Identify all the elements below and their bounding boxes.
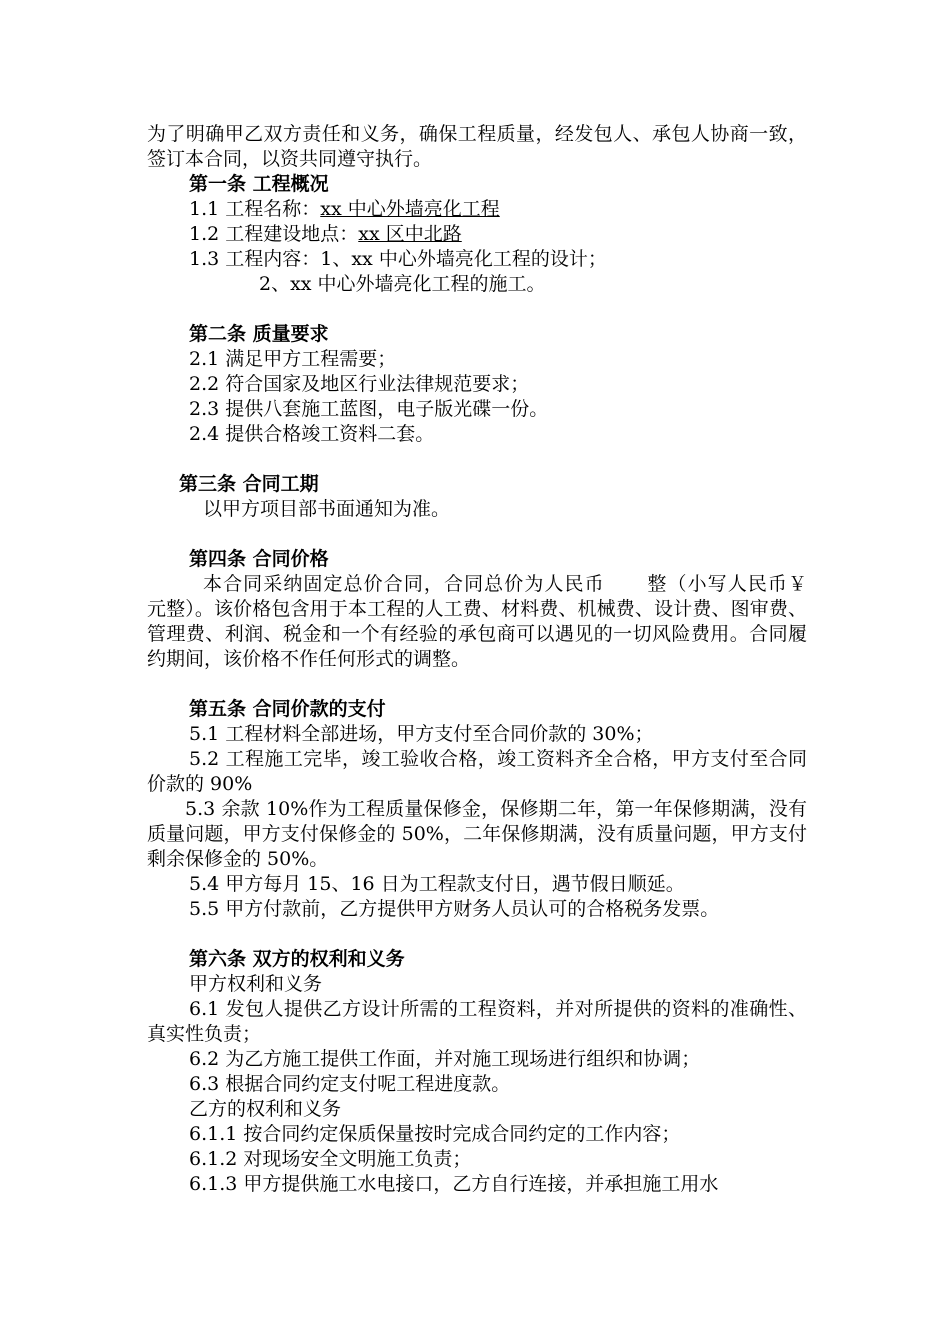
- party-a-item-6-2: 6.2 为乙方施工提供工作面，并对施工现场进行组织和协调；: [189, 1048, 701, 1070]
- payment-item-5-4: 5.4 甲方每月 15、16 日为工程款支付日，遇节假日顺延。: [189, 873, 685, 895]
- article-1-title: 第一条 工程概况: [189, 173, 329, 195]
- payment-item-5-2: 5.2 工程施工完毕，竣工验收合格，竣工资料齐全合格，甲方支付至合同价款的 90%: [147, 748, 807, 795]
- payment-item-5-1: 5.1 工程材料全部进场，甲方支付至合同价款的 30%；: [189, 723, 654, 745]
- project-name-label: 1.1 工程名称：: [189, 198, 321, 220]
- party-a-heading: 甲方权利和义务: [189, 973, 323, 995]
- party-b-item-6-1-1: 6.1.1 按合同约定保质保量按时完成合同约定的工作内容；: [189, 1123, 681, 1145]
- spacer: [147, 922, 807, 947]
- spacer: [147, 297, 807, 322]
- quality-item: 2.4 提供合格竣工资料二套。: [189, 423, 435, 445]
- article-6-title: 第六条 双方的权利和义务: [189, 948, 405, 970]
- party-b-item-6-1-2: 6.1.2 对现场安全文明施工负责；: [189, 1148, 472, 1170]
- project-name-value: xx 中心外墙亮化工程: [320, 198, 500, 220]
- intro-paragraph: 为了明确甲乙双方责任和义务，确保工程质量，经发包人、承包人协商一致，签订本合同，以资共同遵守执行。: [147, 123, 807, 170]
- quality-item: 2.3 提供八套施工蓝图，电子版光碟一份。: [189, 398, 549, 420]
- spacer: [147, 522, 807, 547]
- party-b-heading: 乙方的权利和义务: [189, 1098, 342, 1120]
- article-2-title: 第二条 质量要求: [189, 323, 329, 345]
- party-a-item-6-1: 6.1 发包人提供乙方设计所需的工程资料，并对所提供的资料的准确性、真实性负责；: [147, 998, 807, 1045]
- article-3-body: 以甲方项目部书面通知为准。: [203, 498, 451, 520]
- project-content-line: 1.3 工程内容：1、xx 中心外墙亮化工程的设计；: [189, 248, 607, 270]
- quality-item: 2.2 符合国家及地区行业法律规范要求；: [189, 373, 530, 395]
- article-3-title: 第三条 合同工期: [179, 473, 319, 495]
- project-name-line: [147, 197, 807, 222]
- article-4-title: 第四条 合同价格: [189, 548, 329, 570]
- spacer: [147, 672, 807, 697]
- article-5-title: 第五条 合同价款的支付: [189, 698, 386, 720]
- party-a-item-6-3: 6.3 根据合同约定支付呢工程进度款。: [189, 1073, 511, 1095]
- project-site-line: [147, 222, 807, 247]
- party-b-item-6-1-3: 6.1.3 甲方提供施工水电接口，乙方自行连接，并承担施工用水: [189, 1173, 719, 1195]
- project-content-line-2: 2、xx 中心外墙亮化工程的施工。: [259, 273, 546, 295]
- payment-item-5-5: 5.5 甲方付款前，乙方提供甲方财务人员认可的合格税务发票。: [189, 898, 720, 920]
- payment-item-5-3: 5.3 余款 10%作为工程质量保修金，保修期二年，第一年保修期满，没有质量问题，甲方支付保修金的 50%，二年保修期满，没有质量问题，甲方支付剩余保修金的 50%。: [147, 798, 807, 870]
- spacer: [147, 447, 807, 472]
- project-site-value: xx 区中北路: [358, 223, 462, 245]
- project-site-label: 1.2 工程建设地点：: [189, 223, 359, 245]
- contract-page: [147, 122, 838, 1197]
- quality-item: 2.1 满足甲方工程需要；: [189, 348, 397, 370]
- article-4-body: 本合同采纳固定总价合同，合同总价为人民币 整（小写人民币￥ 元整）。该价格包含用于本工程的人工费、材料费、机械费、设计费、图审费、管理费、利润、税金和一个有经验的承包商可以遇见的一切风险费用。合同履约期间，该价格不作任何形式的调整。: [147, 573, 838, 670]
